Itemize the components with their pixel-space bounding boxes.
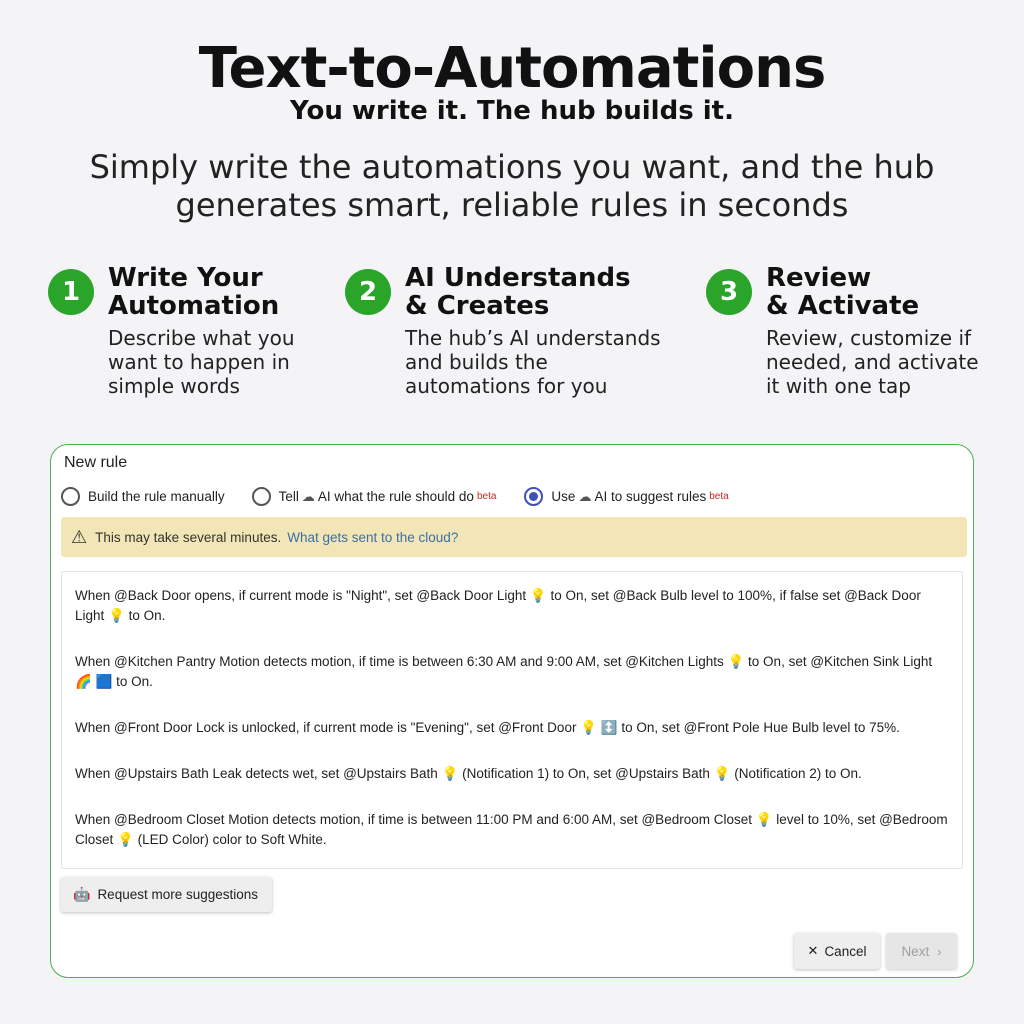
- next-button[interactable]: [886, 933, 957, 969]
- rule-mode-options: [61, 487, 729, 506]
- robot-icon: 🤖: [73, 886, 91, 902]
- button-label: Request more suggestions: [97, 887, 259, 902]
- option-use-ai[interactable]: [524, 487, 728, 506]
- chevron-right-icon: ›: [937, 943, 942, 959]
- suggested-rule: When @Bedroom Closet Motion detects motion, if time is between 11:00 PM and 6:00 AM, set @Bedroom Closet 💡 level to 10%, set @Bedroom Closet 💡 (LED Color) color to Soft White.: [75, 812, 948, 847]
- radio-use-ai[interactable]: [524, 487, 543, 506]
- step-3: [706, 264, 979, 398]
- radio-build-manually[interactable]: [61, 487, 80, 506]
- hero-title: Text-to-Automations: [198, 36, 826, 101]
- request-more-suggestions-button[interactable]: [61, 877, 272, 912]
- step-title: Write Your Automation: [108, 263, 280, 321]
- radio-tell-ai[interactable]: [252, 487, 271, 506]
- option-label-post: AI to suggest rules: [594, 489, 707, 504]
- option-build-manually[interactable]: [61, 487, 225, 506]
- cancel-button[interactable]: [794, 933, 880, 969]
- step-title: AI Understands & Creates: [405, 263, 631, 321]
- cloud-info-link[interactable]: What gets sent to the cloud?: [287, 529, 459, 545]
- step-description: Review, customize if needed, and activate it with one tap: [766, 326, 979, 398]
- close-icon: ✕: [807, 943, 819, 958]
- option-tell-ai[interactable]: [252, 487, 497, 506]
- suggested-rule: When @Kitchen Pantry Motion detects motion, if time is between 6:30 AM and 9:00 AM, set @Kitchen Lights 💡 to On, set @Kitchen Sink Light 🌈 🟦 to On.: [75, 654, 933, 689]
- hero-subtitle: You write it. The hub builds it.: [290, 96, 734, 126]
- step-number: 3: [706, 269, 752, 315]
- step-number: 1: [48, 269, 94, 315]
- step-title: Review & Activate: [766, 263, 920, 321]
- button-label: Next: [901, 943, 930, 959]
- option-label-pre: Tell: [278, 489, 299, 504]
- beta-badge: beta: [476, 491, 497, 502]
- suggested-rules-box: [61, 571, 963, 869]
- panel-title: New rule: [64, 454, 128, 471]
- warning-icon: ⚠: [71, 526, 88, 547]
- step-description: The hub’s AI understands and builds the automations for you: [405, 326, 661, 398]
- step-1: [48, 264, 295, 398]
- beta-badge: beta: [709, 491, 729, 502]
- step-description: Describe what you want to happen in simple words: [108, 326, 295, 398]
- step-number: 2: [345, 269, 391, 315]
- step-2: [345, 264, 661, 398]
- option-label-post: AI what the rule should do: [317, 489, 474, 504]
- cloud-icon: ☁: [301, 488, 315, 504]
- suggested-rule: When @Back Door opens, if current mode is "Night", set @Back Door Light 💡 to On, set @Back Bulb level to 100%, if false set @Back Door Light 💡 to On.: [75, 588, 921, 623]
- option-label: Build the rule manually: [88, 489, 225, 504]
- suggested-rule: When @Upstairs Bath Leak detects wet, set @Upstairs Bath 💡 (Notification 1) to On, set @Upstairs Bath 💡 (Notification 2) to On.: [75, 766, 862, 781]
- suggested-rule: When @Front Door Lock is unlocked, if current mode is "Evening", set @Front Door 💡 ↕️ to On, set @Front Pole Hue Bulb level to 75%.: [75, 720, 900, 735]
- new-rule-panel: [50, 444, 974, 978]
- option-label-pre: Use: [551, 489, 576, 504]
- warning-banner: [61, 517, 967, 557]
- hero-description: Simply write the automations you want, and the hub generates smart, reliable rules in seconds: [89, 148, 935, 224]
- warning-text: This may take several minutes.: [95, 529, 282, 545]
- button-label: Cancel: [824, 943, 867, 959]
- cloud-icon: ☁: [578, 488, 592, 504]
